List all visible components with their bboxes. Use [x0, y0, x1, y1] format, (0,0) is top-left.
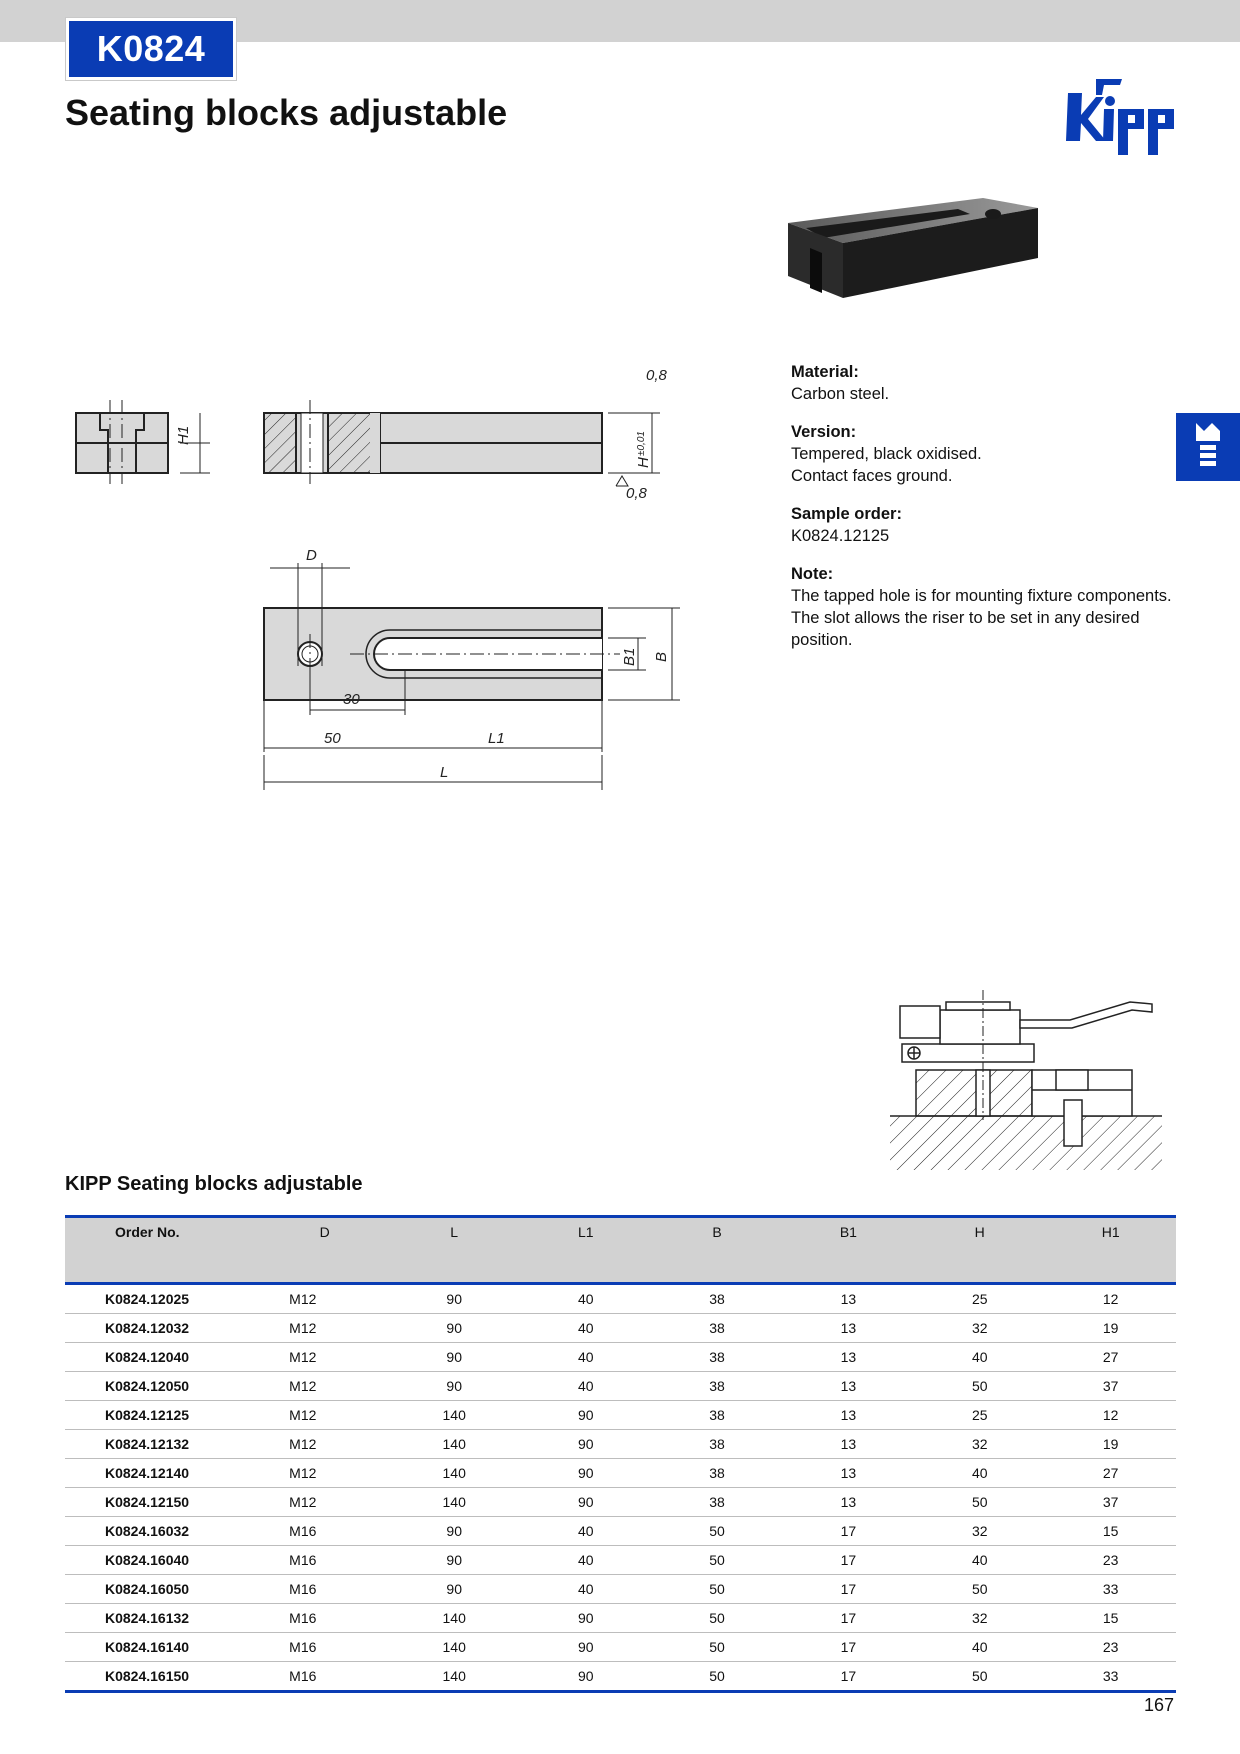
- table-cell: 38: [651, 1430, 782, 1459]
- table-row: [65, 1517, 1176, 1546]
- table-cell: K0824.12025: [65, 1284, 261, 1314]
- table-cell: 32: [914, 1517, 1045, 1546]
- table-cell: M12: [261, 1372, 388, 1401]
- product-info: [791, 361, 1191, 667]
- table-cell: K0824.12132: [65, 1430, 261, 1459]
- table-cell: 19: [1045, 1314, 1176, 1343]
- table-cell: 38: [651, 1343, 782, 1372]
- table-cell: 140: [388, 1430, 520, 1459]
- table-cell: 50: [651, 1517, 782, 1546]
- note-line-2: The slot allows the riser to be set in any desired: [791, 609, 1140, 627]
- sample-order-text: K0824.12125: [791, 527, 890, 545]
- table-row: [65, 1459, 1176, 1488]
- table-cell: 13: [783, 1372, 914, 1401]
- table-cell: 90: [520, 1401, 651, 1430]
- table-cell: 90: [388, 1314, 520, 1343]
- col-header-h1: H1: [1045, 1217, 1176, 1284]
- table-cell: 50: [914, 1662, 1045, 1692]
- table-cell: 23: [1045, 1546, 1176, 1575]
- table-cell: 40: [914, 1459, 1045, 1488]
- table-cell: 40: [520, 1343, 651, 1372]
- table-cell: 140: [388, 1459, 520, 1488]
- table-cell: K0824.12032: [65, 1314, 261, 1343]
- table-cell: 140: [388, 1662, 520, 1692]
- table-row: [65, 1575, 1176, 1604]
- table-cell: K0824.16040: [65, 1546, 261, 1575]
- table-cell: K0824.16140: [65, 1633, 261, 1662]
- sample-order-label: Sample order:: [791, 505, 902, 523]
- table-cell: K0824.16032: [65, 1517, 261, 1546]
- note-label: Note:: [791, 565, 834, 583]
- table-cell: 38: [651, 1401, 782, 1430]
- table-cell: 32: [914, 1604, 1045, 1633]
- table-cell: 15: [1045, 1604, 1176, 1633]
- col-header-order-no: Order No.: [65, 1217, 261, 1284]
- version-block: [791, 421, 1191, 487]
- material-text: Carbon steel.: [791, 385, 890, 403]
- table-header-row: [65, 1217, 1176, 1284]
- dim-b-label: B: [653, 651, 670, 662]
- table-row: [65, 1372, 1176, 1401]
- product-code-badge: K0824: [66, 18, 236, 80]
- dim-l1-label: L1: [488, 730, 505, 747]
- table-cell: 23: [1045, 1633, 1176, 1662]
- table-cell: 27: [1045, 1459, 1176, 1488]
- table-cell: M12: [261, 1430, 388, 1459]
- table-cell: 40: [914, 1343, 1045, 1372]
- table-cell: M16: [261, 1604, 388, 1633]
- table-cell: 50: [914, 1372, 1045, 1401]
- table-cell: 90: [388, 1575, 520, 1604]
- table-cell: K0824.12050: [65, 1372, 261, 1401]
- table-row: [65, 1343, 1176, 1372]
- table-row: [65, 1401, 1176, 1430]
- col-header-b: B: [651, 1217, 782, 1284]
- note-block: [791, 563, 1191, 651]
- table-cell: 13: [783, 1488, 914, 1517]
- technical-drawing: [60, 370, 700, 840]
- col-header-b1: B1: [783, 1217, 914, 1284]
- table-cell: 27: [1045, 1343, 1176, 1372]
- table-row: [65, 1546, 1176, 1575]
- table-cell: 38: [651, 1284, 782, 1314]
- table-title: KIPP Seating blocks adjustable: [65, 1173, 363, 1195]
- table-row: [65, 1314, 1176, 1343]
- table-cell: 50: [651, 1604, 782, 1633]
- page-title: Seating blocks adjustable: [65, 92, 508, 133]
- table-cell: 50: [914, 1575, 1045, 1604]
- table-cell: 17: [783, 1575, 914, 1604]
- table-cell: 12: [1045, 1284, 1176, 1314]
- col-header-l1: L1: [520, 1217, 651, 1284]
- table-cell: M16: [261, 1517, 388, 1546]
- table-cell: M12: [261, 1343, 388, 1372]
- table-cell: K0824.16150: [65, 1662, 261, 1692]
- table-cell: 40: [520, 1517, 651, 1546]
- table-cell: K0824.16050: [65, 1575, 261, 1604]
- table-cell: 17: [783, 1604, 914, 1633]
- table-cell: 37: [1045, 1488, 1176, 1517]
- note-line-3: position.: [791, 631, 853, 649]
- table-row: [65, 1284, 1176, 1314]
- sample-order-block: [791, 503, 1191, 547]
- spec-table: [65, 1215, 1176, 1693]
- dim-d-label: D: [306, 547, 317, 564]
- table-cell: M16: [261, 1633, 388, 1662]
- table-cell: 13: [783, 1430, 914, 1459]
- surface-finish-bottom: 0,8: [626, 485, 647, 502]
- dim-l-label: L: [440, 764, 449, 781]
- table-cell: 140: [388, 1401, 520, 1430]
- table-cell: 33: [1045, 1575, 1176, 1604]
- table-cell: 40: [914, 1546, 1045, 1575]
- note-line-1: The tapped hole is for mounting fixture components.: [791, 587, 1172, 605]
- table-cell: M16: [261, 1546, 388, 1575]
- table-cell: 13: [783, 1459, 914, 1488]
- table-cell: 40: [914, 1633, 1045, 1662]
- table-cell: 50: [651, 1546, 782, 1575]
- col-header-l: L: [388, 1217, 520, 1284]
- page-number: 167: [1144, 1695, 1175, 1715]
- table-cell: 50: [651, 1633, 782, 1662]
- table-cell: 90: [388, 1517, 520, 1546]
- table-cell: 40: [520, 1372, 651, 1401]
- table-cell: M12: [261, 1459, 388, 1488]
- table-cell: 17: [783, 1546, 914, 1575]
- table-cell: 38: [651, 1314, 782, 1343]
- table-cell: 140: [388, 1633, 520, 1662]
- dim-h-tolerance: ±0,01: [636, 431, 647, 456]
- version-label: Version:: [791, 423, 857, 441]
- table-cell: 90: [520, 1430, 651, 1459]
- table-cell: 25: [914, 1401, 1045, 1430]
- dim-h1-label: H1: [175, 425, 192, 445]
- table-cell: 33: [1045, 1662, 1176, 1692]
- table-cell: 37: [1045, 1372, 1176, 1401]
- version-line-1: Tempered, black oxidised.: [791, 445, 982, 463]
- table-cell: 40: [520, 1575, 651, 1604]
- table-cell: 90: [388, 1284, 520, 1314]
- table-cell: 90: [388, 1372, 520, 1401]
- table-cell: K0824.12150: [65, 1488, 261, 1517]
- surface-finish-top: 0,8: [646, 370, 667, 384]
- table-cell: K0824.12040: [65, 1343, 261, 1372]
- table-cell: 38: [651, 1488, 782, 1517]
- table-cell: 90: [520, 1633, 651, 1662]
- table-cell: 13: [783, 1401, 914, 1430]
- table-cell: 40: [520, 1314, 651, 1343]
- table-row: [65, 1488, 1176, 1517]
- table-cell: 50: [651, 1662, 782, 1692]
- table-row: [65, 1633, 1176, 1662]
- table-cell: 40: [520, 1546, 651, 1575]
- table-cell: M12: [261, 1314, 388, 1343]
- table-row: [65, 1604, 1176, 1633]
- table-cell: K0824.12140: [65, 1459, 261, 1488]
- product-photo: [788, 198, 1043, 333]
- material-label: Material:: [791, 363, 859, 381]
- dim-30-label: 30: [343, 691, 360, 708]
- table-cell: K0824.16132: [65, 1604, 261, 1633]
- table-cell: M16: [261, 1662, 388, 1692]
- kipp-logo: [1066, 75, 1182, 159]
- table-cell: 19: [1045, 1430, 1176, 1459]
- table-row: [65, 1662, 1176, 1692]
- table-cell: 90: [388, 1343, 520, 1372]
- table-cell: 13: [783, 1284, 914, 1314]
- table-body: [65, 1284, 1176, 1692]
- table-cell: 90: [388, 1546, 520, 1575]
- table-cell: M12: [261, 1401, 388, 1430]
- table-cell: 50: [651, 1575, 782, 1604]
- table-row: [65, 1430, 1176, 1459]
- table-cell: 90: [520, 1459, 651, 1488]
- table-cell: 25: [914, 1284, 1045, 1314]
- table-cell: 13: [783, 1343, 914, 1372]
- table-cell: 90: [520, 1488, 651, 1517]
- table-cell: 17: [783, 1517, 914, 1546]
- table-cell: 15: [1045, 1517, 1176, 1546]
- table-cell: 140: [388, 1604, 520, 1633]
- table-cell: M12: [261, 1284, 388, 1314]
- dim-h-label: H: [635, 457, 652, 468]
- table-cell: K0824.12125: [65, 1401, 261, 1430]
- version-line-2: Contact faces ground.: [791, 467, 953, 485]
- table-cell: 17: [783, 1662, 914, 1692]
- table-cell: 13: [783, 1314, 914, 1343]
- col-header-d: D: [261, 1217, 388, 1284]
- table-cell: M12: [261, 1488, 388, 1517]
- table-cell: 38: [651, 1459, 782, 1488]
- assembly-illustration: [890, 990, 1162, 1170]
- table-cell: 90: [520, 1604, 651, 1633]
- table-cell: 38: [651, 1372, 782, 1401]
- dim-50-label: 50: [324, 730, 341, 747]
- col-header-h: H: [914, 1217, 1045, 1284]
- table-cell: 32: [914, 1314, 1045, 1343]
- table-cell: 40: [520, 1284, 651, 1314]
- material-block: [791, 361, 1191, 405]
- table-cell: 17: [783, 1633, 914, 1662]
- table-cell: 140: [388, 1488, 520, 1517]
- dim-b1-label: B1: [621, 647, 638, 666]
- table-cell: 50: [914, 1488, 1045, 1517]
- table-cell: 12: [1045, 1401, 1176, 1430]
- table-cell: 90: [520, 1662, 651, 1692]
- table-cell: M16: [261, 1575, 388, 1604]
- table-cell: 32: [914, 1430, 1045, 1459]
